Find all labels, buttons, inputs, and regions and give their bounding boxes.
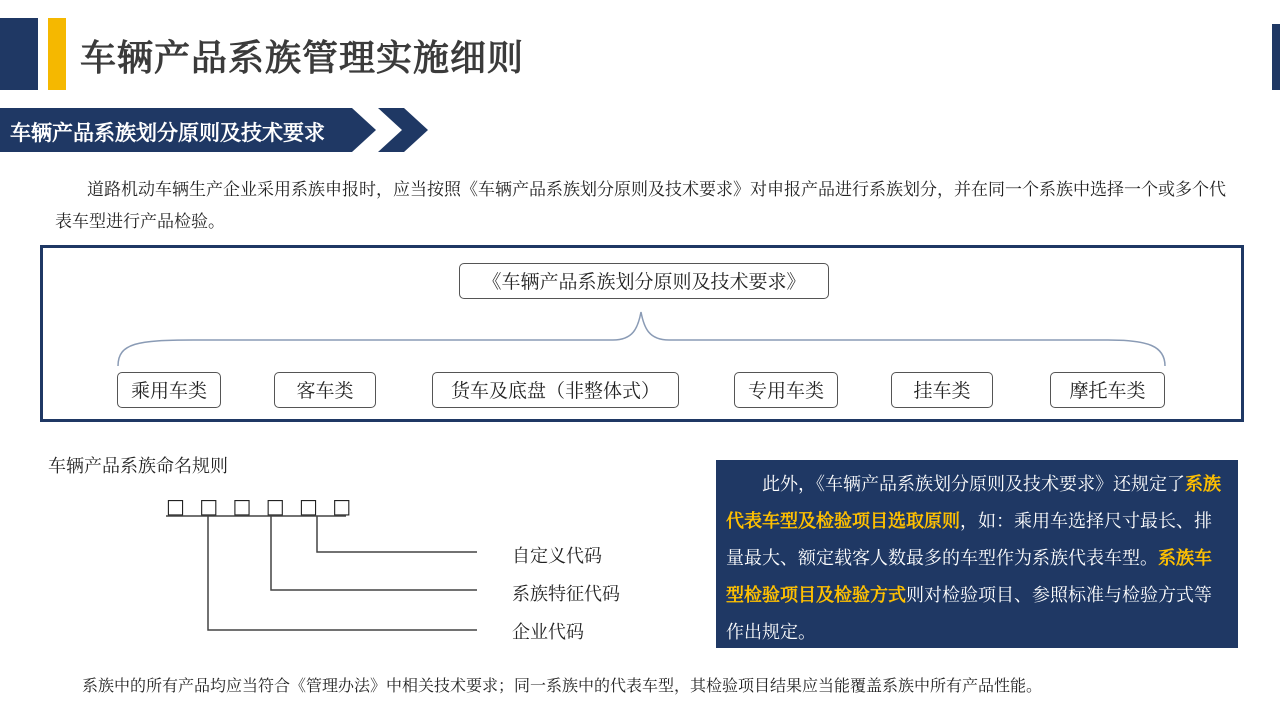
info-text-2: ，如：乘用车选择尺寸最长、排量最大、额定载客人数最多的车型作为系族代表车型。 xyxy=(726,511,1212,569)
label-family-feature-code: 系族特征代码 xyxy=(512,584,620,605)
chevron-icon xyxy=(378,108,428,152)
category-passenger-car: 乘用车类 xyxy=(117,372,221,408)
info-text-3: 则对检验项目、参照标准与检验方式等作出规定。 xyxy=(726,585,1212,643)
root-standard-box: 《车辆产品系族划分原则及技术要求》 xyxy=(459,263,829,299)
classification-diagram xyxy=(40,245,1244,422)
intro-paragraph xyxy=(55,174,1230,238)
category-special-vehicle: 专用车类 xyxy=(734,372,838,408)
header-navy-block xyxy=(0,18,38,90)
section-title: 车辆产品系族划分原则及技术要求 xyxy=(10,121,325,145)
intro-text: 道路机动车辆生产企业采用系族申报时，应当按照《车辆产品系族划分原则及技术要求》对申报产品进行系族划分，并在同一个系族中选择一个或多个代表车型进行产品检验。 xyxy=(55,180,1226,232)
category-bus: 客车类 xyxy=(274,372,376,408)
label-enterprise-code: 企业代码 xyxy=(512,622,584,643)
category-trailer: 挂车类 xyxy=(891,372,993,408)
category-motorcycle: 摩托车类 xyxy=(1050,372,1165,408)
footer-note: 系族中的所有产品均应当符合《管理办法》中相关技术要求；同一系族中的代表车型，其检验项目结果应当能覆盖系族中所有产品性能。 xyxy=(82,676,1043,695)
category-truck-chassis: 货车及底盘（非整体式） xyxy=(432,372,679,408)
info-highlight-1: 系族代表车型及检验项目选取原则 xyxy=(726,474,1221,532)
info-box xyxy=(716,460,1238,648)
right-edge-bar xyxy=(1272,24,1280,90)
info-highlight-2: 系族车型检验项目及检验方式 xyxy=(726,548,1212,606)
header-gold-bar xyxy=(48,18,66,90)
page-title: 车辆产品系族管理实施细则 xyxy=(80,38,525,79)
naming-rule-title: 车辆产品系族命名规则 xyxy=(48,456,228,477)
code-boxes: □ □ □ □ □ □ xyxy=(166,494,356,518)
label-custom-code: 自定义代码 xyxy=(512,546,602,567)
info-text-1: 此外，《车辆产品系族划分原则及技术要求》还规定了 xyxy=(762,474,1185,495)
naming-connector-lines xyxy=(160,514,500,636)
